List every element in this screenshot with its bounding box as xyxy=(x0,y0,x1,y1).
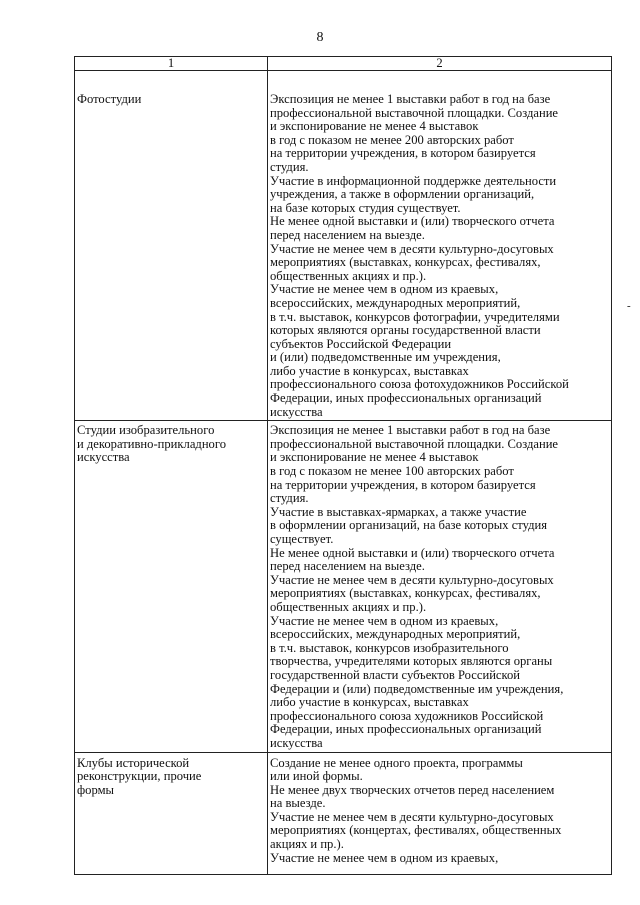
requirement-line: Экспозиция не менее 1 выставки работ в год на базе xyxy=(270,92,551,106)
studio-type-line: и декоративно-прикладного xyxy=(77,436,227,451)
requirement-line: профессиональной выставочной площадки. Создание xyxy=(270,436,559,451)
requirement-line: Не менее одной выставки и (или) творческого отчета xyxy=(270,214,555,229)
requirement-line: и (или) подведомственные им учреждения, xyxy=(270,350,501,365)
requirement-line: профессионального союза художников Российской xyxy=(270,708,544,723)
requirements-cell xyxy=(268,71,612,421)
studio-type-line: искусства xyxy=(77,450,130,465)
requirement-line: и экспонирование не менее 4 выставок xyxy=(270,450,479,465)
margin-mark: - xyxy=(627,300,631,312)
requirement-line: либо участие в конкурсах, выставках xyxy=(270,363,469,378)
requirement-line: Участие не менее чем в одном из краевых, xyxy=(270,850,499,865)
requirement-line: искусства xyxy=(270,404,323,419)
studio-type-cell xyxy=(75,752,268,874)
requirement-line: Не менее одной выставки и (или) творческого отчета xyxy=(270,545,555,560)
requirement-line: Участие в выставках-ярмарках, а также участие xyxy=(270,504,527,519)
table-row xyxy=(75,71,612,421)
column-header-2: 2 xyxy=(268,57,612,71)
requirement-line: на базе которых студия существует. xyxy=(270,200,461,215)
activity-criteria-table xyxy=(74,56,612,875)
requirements-cell xyxy=(268,752,612,874)
requirement-line: в год с показом не менее 100 авторских работ xyxy=(270,464,514,479)
table-header-row xyxy=(75,57,612,71)
requirement-line: общественных акциях и пр.). xyxy=(270,268,427,283)
requirement-line: на территории учреждения, в котором базируется xyxy=(270,477,536,492)
requirement-line: Не менее двух творческих отчетов перед населением xyxy=(270,782,555,797)
requirement-line: всероссийских, международных мероприятий, xyxy=(270,627,521,642)
requirement-line: профессионального союза фотохудожников Российской xyxy=(270,377,569,392)
requirement-line: Экспозиция не менее 1 выставки работ в год на базе xyxy=(270,423,551,438)
studio-type-line: Фотостудии xyxy=(77,92,142,106)
page-number: 8 xyxy=(316,30,324,45)
requirement-line: существует. xyxy=(270,532,334,546)
requirement-line: которых являются органы государственной власти xyxy=(270,323,541,338)
requirement-line: либо участие в конкурсах, выставках xyxy=(270,695,469,710)
requirement-line: в т.ч. выставок, конкурсов фотографии, учредителями xyxy=(270,309,560,324)
table-row xyxy=(75,752,612,874)
requirement-line: Участие не менее чем в десяти культурно-досуговых xyxy=(270,809,554,824)
column-header-1: 1 xyxy=(75,57,268,71)
requirement-line: всероссийских, международных мероприятий, xyxy=(270,295,521,310)
requirement-line: перед населением на выезде. xyxy=(270,227,425,242)
studio-type-cell xyxy=(75,71,268,421)
requirement-line: акциях и пр.). xyxy=(270,837,344,852)
requirement-line: субъектов Российской Федерации xyxy=(270,336,452,351)
requirement-line: Федерации, иных профессиональных организаций xyxy=(270,722,542,737)
requirement-line: или иной формы. xyxy=(270,769,363,784)
requirement-line: студия. xyxy=(270,491,309,506)
requirement-line: профессиональной выставочной площадки. Создание xyxy=(270,105,559,120)
requirement-line: на выезде. xyxy=(270,796,326,811)
studio-type-line: Студии изобразительного xyxy=(77,423,215,438)
requirement-line: Участие не менее чем в одном из краевых, xyxy=(270,613,499,628)
requirement-line: Участие не менее чем в одном из краевых, xyxy=(270,282,499,297)
table-row xyxy=(75,421,612,752)
studio-type-line: Клубы исторической xyxy=(77,755,190,770)
requirement-line: Создание не менее одного проекта, программы xyxy=(270,755,523,770)
studio-type-cell xyxy=(75,421,268,752)
requirement-line: в оформлении организаций, на базе которых студия xyxy=(270,518,548,533)
requirement-line: на территории учреждения, в котором базируется xyxy=(270,146,536,161)
requirement-line: студия. xyxy=(270,159,309,174)
requirement-line: творчества, учредителями которых являются органы xyxy=(270,654,553,669)
requirement-line: мероприятиях (выставках, конкурсах, фестивалях, xyxy=(270,255,541,270)
requirement-line: мероприятиях (выставках, конкурсах, фестивалях, xyxy=(270,586,541,601)
requirement-line: перед населением на выезде. xyxy=(270,559,425,574)
requirement-line: Федерации, иных профессиональных организаций xyxy=(270,391,542,406)
requirement-line: общественных акциях и пр.). xyxy=(270,599,427,614)
requirement-line: в год с показом не менее 200 авторских работ xyxy=(270,132,514,147)
requirement-line: Участие не менее чем в десяти культурно-досуговых xyxy=(270,572,554,587)
requirement-line: искусства xyxy=(270,735,323,750)
requirement-line: Участие в информационной поддержке деятельности xyxy=(270,173,557,188)
requirement-line: мероприятиях (концертах, фестивалях, общественных xyxy=(270,823,562,838)
requirement-line: Участие не менее чем в десяти культурно-досуговых xyxy=(270,241,554,256)
requirement-line: в т.ч. выставок, конкурсов изобразительного xyxy=(270,640,509,655)
requirements-cell xyxy=(268,421,612,752)
requirement-line: учреждения, а также в оформлении организаций, xyxy=(270,187,535,202)
requirement-line: и экспонирование не менее 4 выставок xyxy=(270,119,479,134)
requirement-line: Федерации и (или) подведомственные им учреждения, xyxy=(270,681,564,696)
studio-type-line: формы xyxy=(77,782,114,797)
studio-type-line: реконструкции, прочие xyxy=(77,769,202,784)
requirement-line: государственной власти субъектов Российской xyxy=(270,667,521,682)
